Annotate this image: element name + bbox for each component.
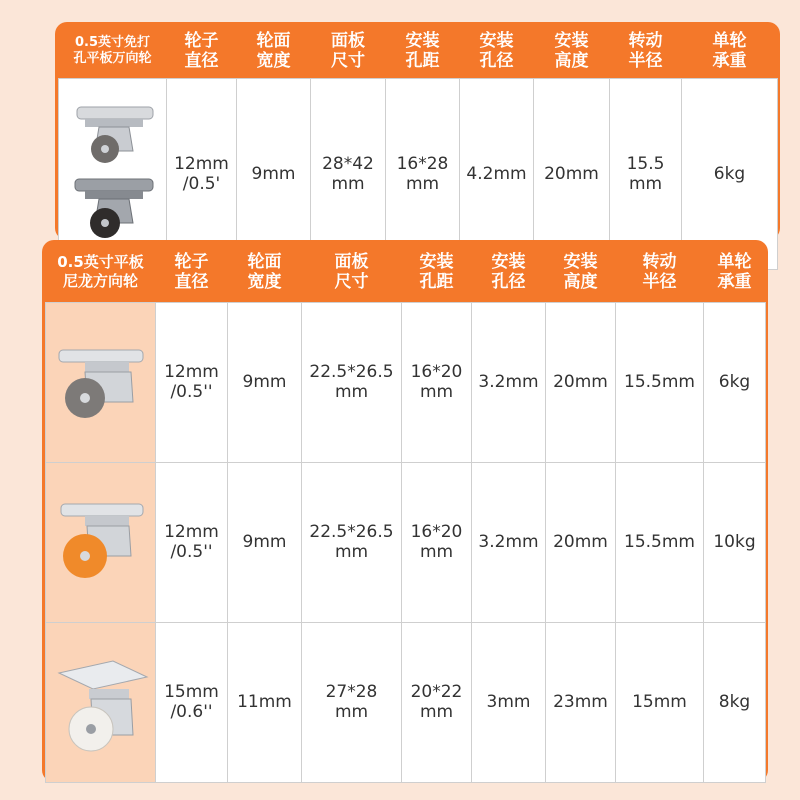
- header-wheel-diameter: 轮子 直径: [174, 251, 209, 292]
- cell-swivel-radius: 15.5mm: [616, 302, 704, 462]
- header-mount-height: 安装 高度: [554, 30, 589, 71]
- cell-hole-spacing: 16*20 mm: [402, 462, 472, 622]
- cell-load-capacity: 6kg: [704, 302, 766, 462]
- cell-wheel-diameter: 15mm /0.6'': [156, 622, 228, 782]
- header-hole-diameter: 安装 孔径: [479, 30, 514, 71]
- cell-wheel-diameter: 12mm /0.5'': [156, 462, 228, 622]
- cell-wheel-width: 11mm: [228, 622, 302, 782]
- cell-hole-diameter: 4.2mm: [460, 78, 534, 269]
- cell-wheel-diameter: 12mm /0.5'': [156, 302, 228, 462]
- cell-mount-height: 20mm: [546, 462, 616, 622]
- cell-wheel-width: 9mm: [228, 462, 302, 622]
- orange-caster-image: [46, 462, 156, 622]
- cell-swivel-radius: 15.5 mm: [610, 78, 682, 269]
- cell-load-capacity: 6kg: [682, 78, 778, 269]
- white-caster-image: [46, 622, 156, 782]
- cell-mount-height: 23mm: [546, 622, 616, 782]
- table-row: [46, 302, 766, 462]
- cell-hole-spacing: 20*22 mm: [402, 622, 472, 782]
- header-wheel-width: 轮面 宽度: [247, 251, 282, 292]
- header-plate-size: 面板 尺寸: [331, 30, 365, 71]
- header-load-capacity: 单轮 承重: [717, 251, 752, 292]
- header-swivel-radius: 转动 半径: [642, 251, 677, 292]
- caster-pair-illustration: [63, 99, 163, 249]
- cell-load-capacity: 8kg: [704, 622, 766, 782]
- cell-wheel-width: 9mm: [237, 78, 311, 269]
- table-header-row: [46, 242, 766, 302]
- header-load-capacity: 单轮 承重: [712, 30, 747, 71]
- cell-mount-height: 20mm: [534, 78, 610, 269]
- cell-wheel-width: 9mm: [228, 302, 302, 462]
- header-plate-size: 面板 尺寸: [334, 251, 369, 292]
- cell-hole-diameter: 3.2mm: [472, 462, 546, 622]
- header-hole-spacing: 安装 孔距: [405, 30, 440, 71]
- grey-caster-image: [46, 302, 156, 462]
- spec-table-panel-2: [42, 240, 768, 782]
- spec-table-panel-1: [55, 22, 780, 240]
- table-row: [46, 462, 766, 622]
- table-header-row: [59, 24, 778, 78]
- spec-table-2: [45, 242, 766, 783]
- cell-plate-size: 22.5*26.5 mm: [302, 302, 402, 462]
- header-mount-height: 安装 高度: [563, 251, 598, 292]
- header-product-name: 0.5英寸免打 孔平板万向轮: [73, 34, 152, 66]
- cell-plate-size: 28*42 mm: [311, 78, 386, 269]
- header-wheel-width: 轮面 宽度: [256, 30, 291, 71]
- cell-plate-size: 22.5*26.5 mm: [302, 462, 402, 622]
- cell-hole-spacing: 16*28 mm: [386, 78, 460, 269]
- cell-wheel-diameter: 12mm /0.5': [167, 78, 237, 269]
- header-hole-diameter: 安装 孔径: [491, 251, 526, 292]
- cell-mount-height: 20mm: [546, 302, 616, 462]
- cell-plate-size: 27*28 mm: [302, 622, 402, 782]
- cell-hole-spacing: 16*20 mm: [402, 302, 472, 462]
- header-hole-spacing: 安装 孔距: [419, 251, 454, 292]
- header-swivel-radius: 转动 半径: [628, 30, 663, 71]
- spec-table-1: [58, 24, 778, 270]
- cell-hole-diameter: 3mm: [472, 622, 546, 782]
- table-row: [46, 622, 766, 782]
- header-product-name: 0.5英寸平板 尼龙方向轮: [57, 252, 144, 290]
- header-wheel-diameter: 轮子 直径: [184, 30, 219, 71]
- cell-swivel-radius: 15.5mm: [616, 462, 704, 622]
- cell-hole-diameter: 3.2mm: [472, 302, 546, 462]
- cell-swivel-radius: 15mm: [616, 622, 704, 782]
- cell-load-capacity: 10kg: [704, 462, 766, 622]
